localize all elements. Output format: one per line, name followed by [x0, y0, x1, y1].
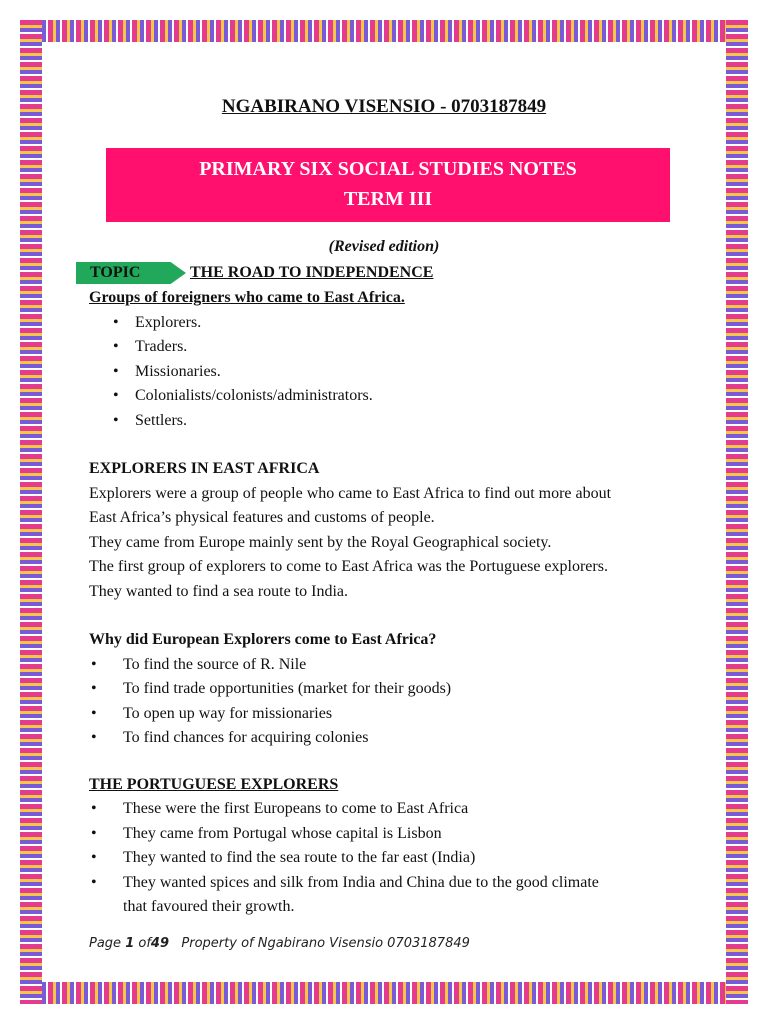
list-item: • To find chances for acquiring colonies: [89, 726, 709, 751]
title-line-2: TERM III: [343, 188, 433, 210]
list-item-line: They wanted spices and silk from India and China due to the good climate: [123, 873, 599, 891]
list-item: • Traders.: [89, 335, 709, 360]
list-item-line: that favoured their growth.: [123, 898, 295, 915]
topic-tag-label: TOPIC: [90, 264, 141, 281]
paragraph-line: They came from Europe mainly sent by the Royal Geographical society.: [89, 533, 552, 551]
list-item: [89, 871, 709, 920]
decorative-border-bottom: [20, 982, 748, 1004]
title-line-1: PRIMARY SIX SOCIAL STUDIES NOTES: [199, 158, 577, 180]
list-item: • Colonialists/colonists/administrators.: [89, 384, 709, 409]
why-heading: Why did European Explorers come to East Africa?: [89, 631, 437, 648]
list-item: • Explorers.: [89, 311, 709, 336]
edition-note: (Revised edition): [328, 238, 440, 255]
page-footer: [89, 936, 470, 951]
groups-heading: Groups of foreigners who came to East Africa.: [89, 289, 405, 306]
list-item: • These were the first Europeans to come to East Africa: [89, 797, 709, 822]
why-list: [89, 653, 709, 751]
groups-list: [89, 311, 709, 434]
portuguese-heading: THE PORTUGUESE EXPLORERS: [89, 775, 339, 793]
decorative-border-left: [20, 20, 42, 1004]
list-item: • To find the source of R. Nile: [89, 653, 709, 678]
decorative-border-right: [726, 20, 748, 1004]
paragraph-line: Explorers were a group of people who came to East Africa to find out more about: [89, 484, 612, 502]
page-of: of: [138, 936, 151, 951]
property-note: Property of Ngabirano Visensio 0703187849: [181, 936, 470, 951]
list-item: • Missionaries.: [89, 360, 709, 385]
page-number: 1: [125, 936, 135, 951]
list-item: • Settlers.: [89, 409, 709, 434]
explorers-heading: EXPLORERS IN EAST AFRICA: [89, 460, 320, 477]
list-item: • To find trade opportunities (market for their goods): [89, 677, 709, 702]
author-line: NGABIRANO VISENSIO - 0703187849: [221, 96, 547, 117]
topic-tag: [76, 262, 186, 284]
list-item: • They came from Portugal whose capital is Lisbon: [89, 822, 709, 847]
page-label: Page: [89, 936, 122, 951]
page-total: 49: [150, 936, 170, 951]
paragraph-line: The first group of explorers to come to East Africa was the Portuguese explorers.: [89, 558, 608, 575]
topic-title: THE ROAD TO INDEPENDENCE: [190, 264, 434, 281]
notes-content: [89, 286, 709, 920]
list-item: • They wanted to find the sea route to the far east (India): [89, 846, 709, 871]
decorative-border-top: [20, 20, 748, 42]
paragraph-line: They wanted to find a sea route to India.: [89, 582, 349, 600]
title-banner: [106, 148, 670, 222]
list-item: • To open up way for missionaries: [89, 702, 709, 727]
portuguese-list: [89, 797, 709, 920]
paragraph-line: East Africa’s physical features and customs of people.: [89, 509, 435, 526]
